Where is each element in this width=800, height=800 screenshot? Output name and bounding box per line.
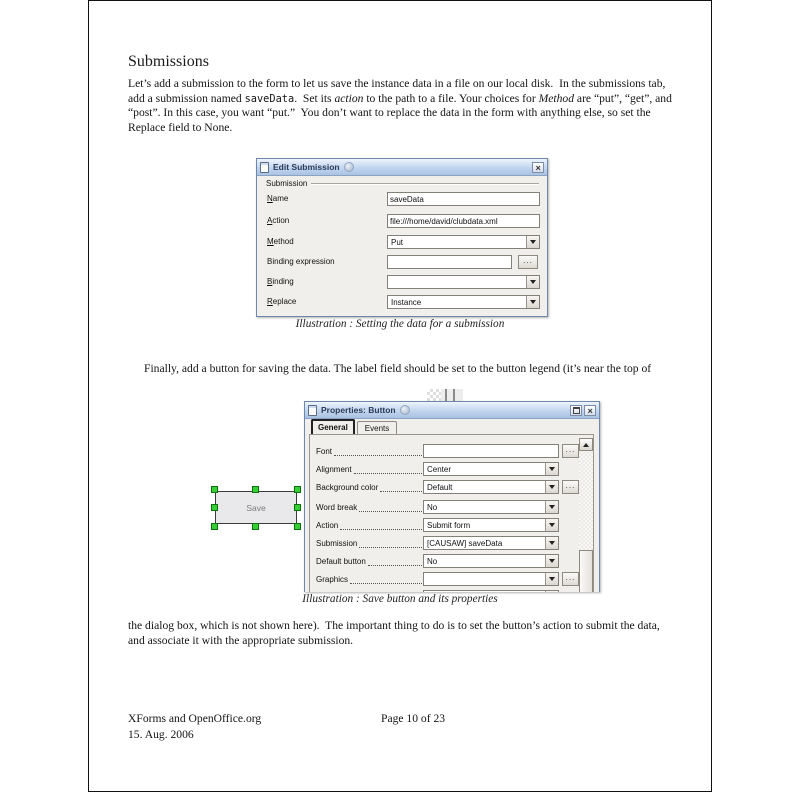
graphics-dropdown[interactable] — [423, 572, 559, 586]
window-buttons — [570, 405, 596, 416]
font-field[interactable] — [423, 444, 559, 458]
paragraph-closing: the dialog box, which is not shown here). The important thing to do is to set the button’s action to submit the data, and associate it with the appropriate submission. — [128, 619, 663, 647]
selection-handle[interactable] — [211, 504, 218, 511]
illustration-caption-1: Illustration : Setting the data for a submission — [295, 318, 505, 330]
dropdown-button[interactable] — [545, 519, 558, 531]
term-action: action — [334, 91, 364, 105]
submission-label: Submission — [316, 538, 358, 548]
binding-dropdown[interactable] — [387, 275, 540, 289]
dropdown-button[interactable] — [545, 463, 558, 475]
selection-handle[interactable] — [294, 486, 301, 493]
edit-submission-dialog — [256, 158, 548, 317]
properties-button-dialog — [304, 401, 600, 592]
document-page — [88, 0, 712, 792]
dropdown-button[interactable] — [545, 481, 558, 493]
footer-document-title: XForms and OpenOffice.org — [128, 712, 262, 725]
properties-title-bar[interactable] — [305, 402, 599, 419]
word-break-dropdown[interactable]: No — [423, 500, 559, 514]
chevron-down-icon — [530, 240, 536, 244]
text-run: Let’s add a submission to the form to let us save the instance data in a file on our local disk. In the submissions tab, add a submission named — [128, 77, 669, 105]
dropdown-button[interactable] — [545, 501, 558, 513]
tab-strip — [311, 419, 397, 434]
dropdown-button[interactable] — [545, 573, 558, 585]
text-run: to the path to a file. Your choices for — [363, 91, 539, 105]
name-label: Name — [267, 194, 289, 203]
selection-handle[interactable] — [211, 523, 218, 530]
window-buttons — [532, 162, 544, 173]
action-label: Action — [316, 520, 339, 530]
dropdown-button[interactable] — [526, 296, 539, 308]
tab-events[interactable]: Events — [357, 421, 397, 434]
restore-icon — [573, 407, 580, 414]
background-color-label: Background color — [316, 482, 379, 492]
chevron-down-icon — [549, 485, 555, 489]
chevron-down-icon — [530, 280, 536, 284]
selection-handle[interactable] — [294, 523, 301, 530]
binding-label: Binding — [267, 277, 294, 286]
footer-page-number: Page 10 of 23 — [381, 712, 446, 725]
chevron-down-icon — [549, 577, 555, 581]
chevron-down-icon — [549, 505, 555, 509]
text-run: . Set its — [294, 91, 335, 105]
help-swirl-icon — [400, 405, 410, 415]
ellipsis-icon — [523, 250, 533, 268]
chevron-down-icon — [549, 523, 555, 527]
footer-date: 15. Aug. 2006 — [128, 728, 194, 741]
background-color-more-button[interactable] — [562, 480, 579, 494]
close-icon — [587, 401, 592, 419]
submission-dropdown[interactable]: [CAUSAW] saveData — [423, 536, 559, 550]
graphics-label: Graphics — [316, 574, 349, 584]
ellipsis-icon — [566, 475, 576, 493]
chevron-down-icon — [530, 300, 536, 304]
name-field[interactable] — [387, 192, 540, 206]
page-title: Submissions — [128, 53, 209, 70]
background-color-dropdown[interactable]: Default — [423, 480, 559, 494]
code-savedata: saveData — [244, 92, 295, 105]
chevron-down-icon — [549, 467, 555, 471]
group-label: Submission — [266, 179, 308, 188]
ellipsis-icon — [566, 567, 576, 585]
dialog-document-icon — [260, 162, 269, 173]
chevron-down-icon — [549, 541, 555, 545]
method-dropdown[interactable]: Put — [387, 235, 540, 249]
chevron-down-icon — [549, 559, 555, 563]
selection-handle[interactable] — [252, 523, 259, 530]
selection-handle[interactable] — [294, 504, 301, 511]
default-button-label: Default button — [316, 556, 366, 566]
word-break-label: Word break — [316, 502, 358, 512]
action-label: Action — [267, 216, 290, 225]
close-button[interactable] — [584, 405, 596, 416]
close-button[interactable] — [532, 162, 544, 173]
replace-dropdown[interactable]: Instance — [387, 295, 540, 309]
font-label: Font — [316, 446, 333, 456]
replace-label: Replace — [267, 297, 297, 306]
dialog-title: Edit Submission — [273, 162, 340, 172]
general-tab-page — [309, 434, 594, 592]
action-dropdown[interactable]: Submit form — [423, 518, 559, 532]
paragraph-finally: Finally, add a button for saving the data. The label field should be set to the button legend (it’s near the top of — [144, 362, 652, 375]
tab-general[interactable]: General — [311, 419, 355, 434]
term-method: Method — [538, 91, 575, 105]
restore-button[interactable] — [570, 405, 582, 416]
action-field[interactable] — [387, 214, 540, 228]
dropdown-button[interactable] — [545, 555, 558, 567]
binding-expression-field[interactable] — [387, 255, 512, 269]
default-button-dropdown[interactable]: No — [423, 554, 559, 568]
binding-expression-more-button[interactable] — [518, 255, 538, 269]
scroll-up-button[interactable] — [579, 438, 593, 451]
help-swirl-icon — [344, 162, 354, 172]
close-icon — [535, 158, 540, 176]
chevron-up-icon — [583, 443, 589, 447]
dropdown-button[interactable] — [526, 276, 539, 288]
edit-submission-title-bar[interactable] — [257, 159, 547, 176]
method-label: Method — [267, 237, 294, 246]
alignment-dropdown[interactable]: Center — [423, 462, 559, 476]
dialog-document-icon — [308, 405, 317, 416]
illustration-caption-2: Illustration : Save button and its properties — [302, 593, 498, 605]
ellipsis-icon — [566, 439, 576, 457]
dropdown-button — [545, 591, 558, 592]
group-divider — [311, 183, 539, 184]
scrollbar-thumb[interactable] — [579, 550, 593, 592]
save-button[interactable]: Save — [215, 491, 297, 524]
dropdown-button[interactable] — [526, 236, 539, 248]
graphics-more-button[interactable] — [562, 572, 579, 586]
scrollbar[interactable] — [579, 438, 593, 592]
text-run: are “put”, “get”, and “post”. In this case, you want “put.” You don’t want to replace the data in the form with anything else, so set the Replace field to None. — [128, 91, 675, 134]
alignment-label: Alignment — [316, 464, 352, 474]
font-more-button[interactable] — [562, 444, 579, 458]
dropdown-button[interactable] — [545, 537, 558, 549]
dialog-title: Properties: Button — [321, 405, 396, 415]
paragraph-intro — [128, 77, 676, 135]
submission-group — [266, 179, 539, 188]
selection-handle[interactable] — [211, 486, 218, 493]
save-button-selection — [211, 486, 301, 530]
selection-handle[interactable] — [252, 486, 259, 493]
clipped-row-field — [423, 590, 559, 592]
binding-expression-label: Binding expression — [267, 257, 335, 266]
